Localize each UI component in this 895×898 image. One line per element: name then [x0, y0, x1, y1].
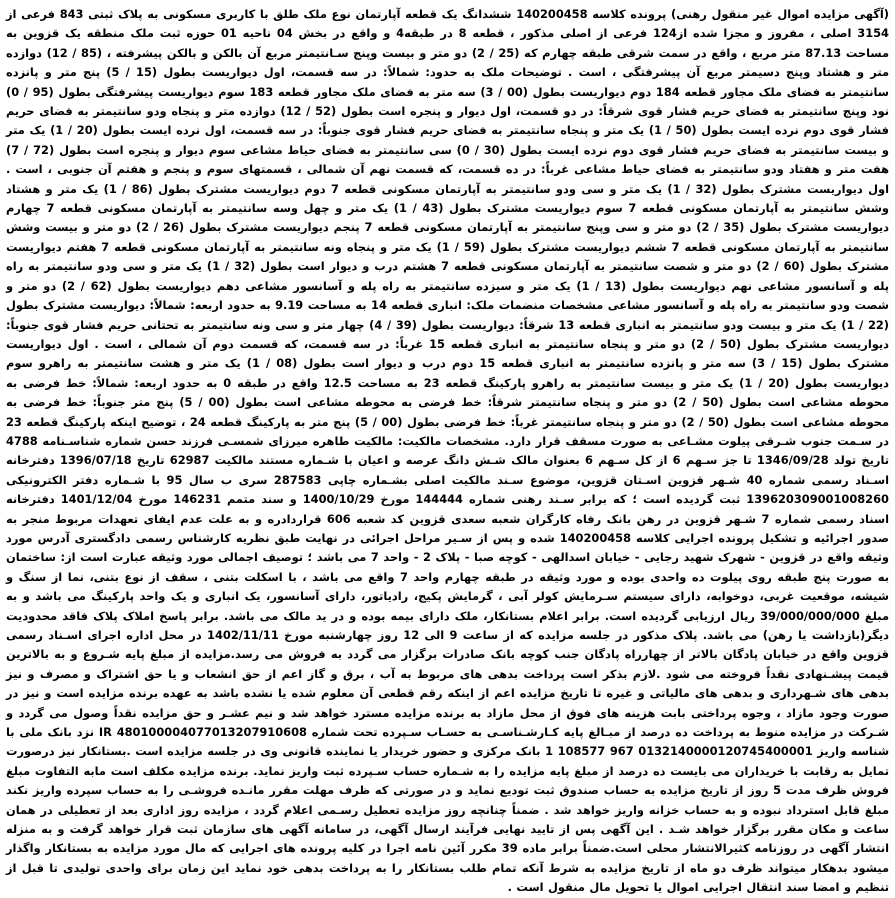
- auction-notice-text: (آگهی مزایده اموال غیر منقول رهنی) پرونده کلاسه 140200458 ششدانگ یک قطعه آپارتمان نوع ملک طلق با کاربری مسکونی به پلاک ثبتی 843 فرعی از 3154 اصلی ، مفروز و مجزا شده از124 فرعی از اصلی مذکور ، قطعه 8 در طبقه4 و واقع در بخش 04 ناحیه 01 حوزه ثبت ملک منطقه یک قزوین به مساحت 87.13 متر مربع ، واقع در سمت شرقی طبقه چهارم که (25 / 2) دو متر و بیست وپنج سـانتیمتر مربع آن بالکن و بالکن پیشرفته ، (85 / 12) دوازده متر و هشتاد وپنج دسیمتر مربع آن پیشرفتگی ، است . توضیحات ملک به حدود: شمالاً: در سه قسمت، اول دیواریست بطول (15 / 5) پنج متر و پانزده سانتیمتر به فضای ملک مجاور قطعه 184 دوم دیواریست بطول (00 / 3) سه متر به فضای ملک مجاور قطعه 183 سوم دیواریست پیشرفتگی بطول (95 / 0) نود وپنج سانتیمتر به فضای حریم فشار قوی شرقاً: در دو قسمت، اول دیوار و پنجره است بطول (52 / 12) دوازده متر و پنجاه ودو سانتیمتر به فضای حریم فشار قوی دوم نرده ایست بطول (50 / 1) یک متر و پنجاه سانتیمتر به فضای حریم فشار قوی جنوباً: در سه قسمت، اول نرده ایست بطول (20 / 1) یک متر و بیست سانتیمتر به فضای حریم فشار قوی دوم نرده ایست بطول (30 / 0) سی سانتیمتر به فضای حیاط مشاعی سوم دیوار و پنجره است بطول (72 / 7) هفت متر و هفتاد ودو سانتیمتر به فضای حیاط مشاعی غرباً: در ده قسمت، که قسمت نهم آن شمالی ، قسمتهای سوم و پنجم و هفتم آن جنوبی ، است . اول دیواریست مشترک بطول (32 / 1) یک متر و سی ودو سانتیمتر به آپارتمان مسکونی قطعه 7 دوم دیواریست مشترک بطول (86 / 1) یک متر و هشتاد وشش سانتیمتر به آپارتمان مسکونی قطعه 7 سوم دیواریست مشترک بطول (43 / 1) یک متر و چهل وسه سانتیمتر به آپارتمان مسکونی قطعه 7 چهارم دیواریست مشترک بطول (35 / 2) دو متر و سی وپنج سانتیمتر به آپارتمان مسکونی قطعه 7 پنجم دیواریست مشترک بطول (26 / 2) دو متر و بیست وشش سانتیمتر به آپارتمان مسکونی قطعه 7 ششم دیواریست مشترک بطول (59 / 1) یک متر و پنجاه ونه سانتیمتر به آپارتمان مسکونی قطعه 7 هفتم دیواریست مشترک بطول (60 / 2) دو متر و شصت سانتیمتر به آپارتمان مسکونی قطعه 7 هشتم درب و دیوار است بطول (32 / 1) یک متر و سی ودو سانتیمتر به راه پله و آسانسور مشاعی نهم دیواریست بطول (13 / 1) یک متر و سیزده سانتیمتر به راه پله و آسانسور مشاعی دهم دیواریست بطول (62 / 2) دو متر و شصت ودو سانتیمتر به راه پله و آسانسور مشاعی مشخصات منضمات ملک: انباری قطعه 14 به مساحت 9.19 به حدود اربعه: شمالاً: دیواریست مشترک بطول (22 / 1) یک متر و بیست ودو سانتیمتر به انباری قطعه 13 شرقاً: دیواریست بطول (39 / 4) چهار متر و سی ونه سانتیمتر به تحتانی حریم فشار قوی جنوباً: دیواریست مشترک بطول (50 / 2) دو متر و پنجاه سانتیمتر به انباری قطعه 15 غرباً: در سه قسمت، که قسمت دوم آن شمالی ، است . اول دیواریست مشترک بطول (15 / 3) سه متر و پانزده سانتیمتر به انباری قطعه 15 دوم درب و دیوار است بطول (08 / 1) یک متر و هشت سانتیمتر به راهرو سوم دیواریست بطول (20 / 1) یک متر و بیست سانتیمتر به راهرو پارکینگ قطعه 23 به مساحت 12.5 واقع در طبقه 0 به حدود اربعه: شمالاً: خط فرضی به محوطه مشاعی است بطول (50 / 2) دو متر و پنجاه سانتیمتر شرقاً: خط فرضی به محوطه مشاعی است بطول (00 / 5) پنج متر جنوباً: خط فرضی به محوطه مشاعی است بطول (50 / 2) دو متر و پنجاه سانتیمتر غرباً: خط فرضی بطول (00 / 5) پنج متر به پارکینگ قطعه 24 ، توضیح اینکه پارکینگ قطعه 23 در سـمت جنوب شـرقی پیلوت مشـاعی به صورت مسقف قرار دارد. مشخصات مالکیت: مالکیت طاهره میرزای شمسـی فرزند حسن شماره شناسـنامه 4788 تاریخ تولد 1346/09/28 تا جز سـهم 6 از کل سـهم 6 بعنوان مالک شـش دانگ عرصه و اعیان با شـماره مستند مالکیت 62987 تاریخ 1396/07/18 دفترخانه اسـناد رسمی شماره 40 شـهر قزوین اسـتان قزوین، موضوع سـند مالکیت اصلی بشـماره چاپی 287583 سری ب سال 95 با شـماره دفتر الکترونیکی 139620309001008260 ثبت گردیده است ؛ که برابر سـند رهنی شماره 144444 مورخ 1400/10/29 و سند متمم 146231 مورخ 1401/12/04 دفترخانه اسناد رسمی شماره 7 شـهر قزوین در رهن بانک رفاه کارگران شعبه سعدی قزوین کد شعبه 606 قراردادره و به علت عدم ایفای تعهدات مربوط منجر به صدور اجرائیه و تشکیل پرونده اجرایی کلاسه 140200458 شده و پس از سـیر مراحل اجرائی در نهایت طبق نظریه کارشناس رسمی دادگستری آدرس مورد وثیقه واقع در قزوین - شهرک شهید رجایی - خیابان اسدالهی - کوچه صبا - پلاک 2 - واحد 7 می باشد ؛ توصیف اجمالی مورد وثیقه عبارت است از: ساختمان به صورت پنج طبقه روی پیلوت ده واحدی بوده و مورد وثیقه در طبقه چهارم واحد 7 واقع می باشد ، با اسکلت بتنی ، سقف از نوع بتنی، نما از سنگ و شیشه، موقعیت غربی، دوخوابه، دارای سیستم سـرمایش کولر آبی ، گرمایش پکیج، رادیاتور، دارای آسانسور، یک انباری و یک واحد پارکینگ می باشد و به مبلغ 39/000/000/000 ریال ارزیابی گردیده است. برابر اعلام بستانکار، ملک دارای بیمه بوده و در ید مالک می باشد. برابر پاسخ املاک پلاک فاقد محدودیت دیگر(بازداشت یا رهن) می باشد. پلاک مذکور در جلسه مزایده که از ساعت 9 الی 12 روز چهارشنبه مورخ 1402/11/11 در محل اداره اجرای اسـناد رسمی قزوین واقع در خیابان پادگان بالاتر از چهارراه پادگان جنب کوچه بانک صادرات برگزار می گردد به فروش می رسد.مزایده از مبلغ پایه شـروع و به بالاترین قیمت پیشـنهادی نقداً فروخته می شود .لازم بذکر است پرداخت بدهی های مربوط به آب ، برق و گاز اعم از حق انشعاب و یا حق اشتراک و مصرف و نیز بدهی های شـهرداری و بدهی های مالیاتی و غیره تا تاریخ مزایده اعم از اینکه رقم قطعی آن معلوم شده یا نشده باشد به عهده برنده مزایده است و نیز در صورت وجود مازاد ، وجوه پرداختی بابت هزینه های فوق از محل مازاد به برنده مزایده مسترد خواهد شد و نیم عشـر و حق مزایده نقداً وصول می گردد و شـرکت در مزایده منوط به پرداخت ده درصد از مبـالغ پایه کـارشـناسـی به حسـاب سـپرده تحت شماره IR 480100004077013207910608 نزد بانک ملی با شناسه واریز 0132140000120745400001 967 108577 1 بانک مرکزی و حضور خریدار یا نماینده قانونی وی در جلسه مزایده است .بستانکار نیز درصورت تمایل به رقابت با خریداران می بایست ده درصد از مبلغ پایه مزایده را به شـماره حساب سـپرده ثبت واریز نماید. برنده مزایده مکلف است مابه التفاوت مبلغ فروش ظرف مدت 5 روز از تاریخ مزایده به حساب صندوق ثبت تودیع نماید و در صورتی که ظرف مهلت مقرر مانـده فروشـی را به حساب سپرده واریز نکند مبلغ قابل استرداد نبوده و به حساب خزانه واریز خواهد شد . ضمناً چنانچه روز مزایده تعطیل رسـمی اعلام گردد ، مزایده روز اداری بعد از تعطیلی در همان ساعت و مکان مقرر برگزار خواهد شـد . این آگهی پس از تایید نهایی فرآیند ارسال آگهی، در سامانه آگهی های سازمان ثبت قرار خواهد گرفت و به منزله انتشار آگهی در روزنامه کثیرالانتشار محلی است.ضمناً برابر ماده 39 مکرر آئین نامه اجرا در کلیه پرونده های اجرایی که مال مورد مزایده به بستانکار واگذار میشود بدهکار میتواند ظرف دو ماه از تاریخ مزایده به شرط آنکه تمام طلب بستانکار را به پرداخت بدهی خود نماید این زمان برای واحدی تولیدی تا قبل از تنظیم و امضا سند انتقال اجرایی اموال یا تحویل مال منقول است .: [6, 7, 890, 895]
